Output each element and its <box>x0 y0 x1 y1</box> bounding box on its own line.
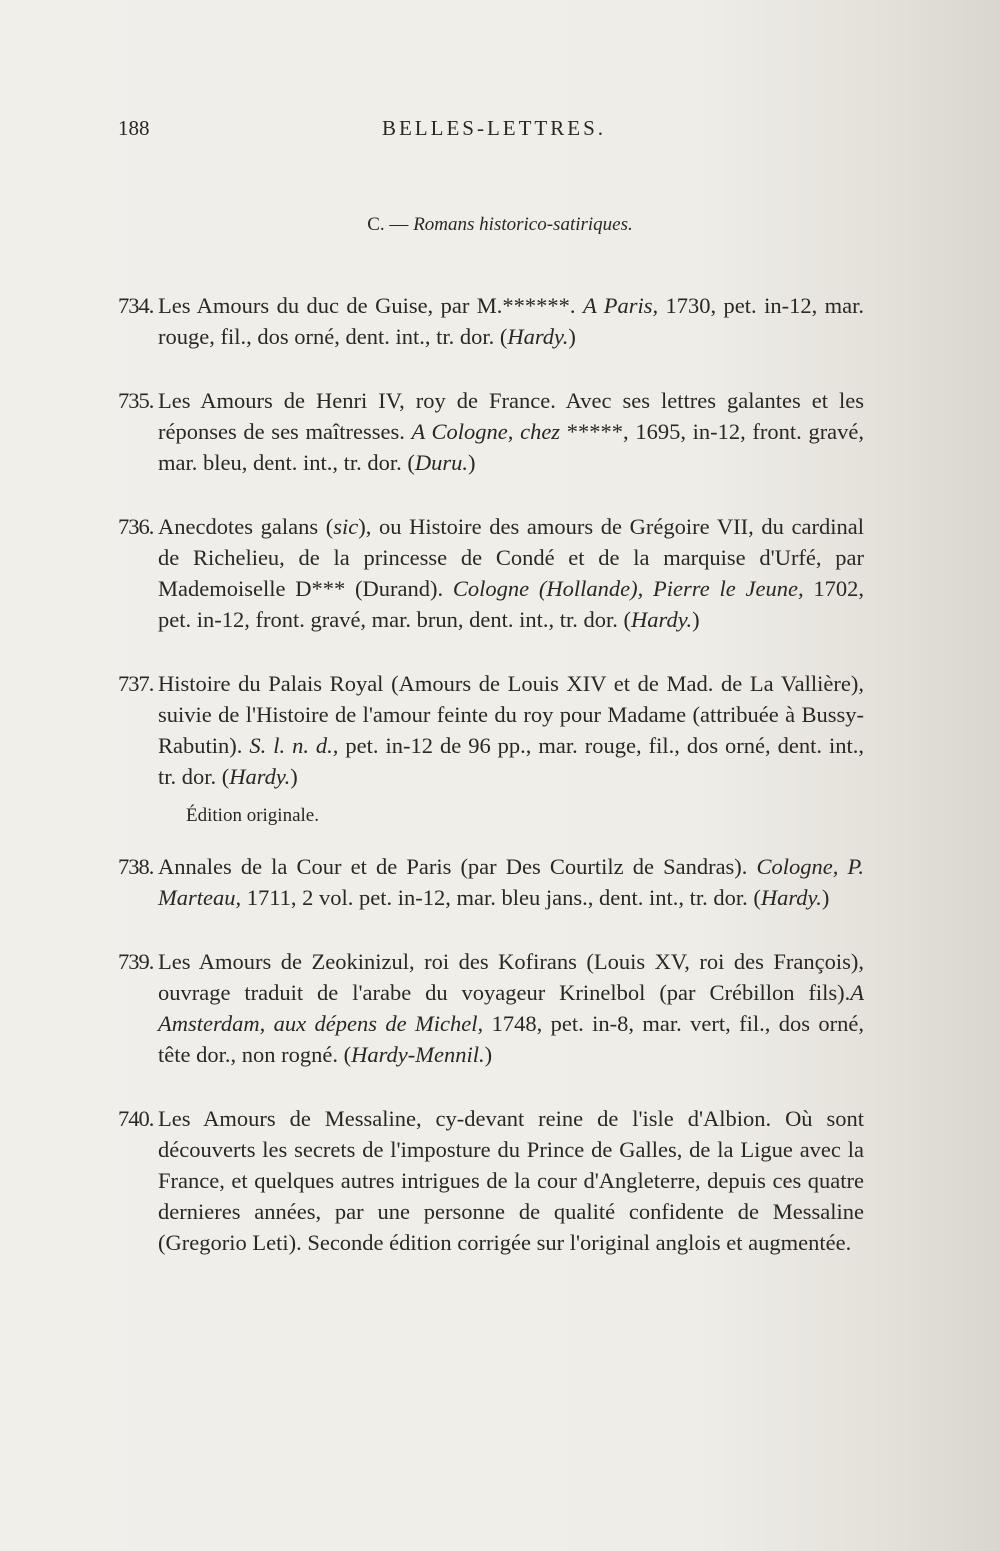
page-header <box>118 116 870 146</box>
entry-number: 740. <box>118 1106 154 1131</box>
entry-imprint: A Paris, <box>582 293 659 318</box>
page-number: 188 <box>118 116 150 140</box>
entry-text: pet. in-12 de 96 pp., mar. rouge, fil., dos orné, dent. int., tr. dor. ( <box>158 733 864 789</box>
entry-binder: Hardy. <box>229 764 291 789</box>
entry-binder: Hardy. <box>507 324 569 349</box>
entry-text: 1711, 2 vol. pet. in-12, mar. bleu jans., dent. int., tr. dor. ( <box>246 885 761 910</box>
entry-binder: Hardy-Mennil. <box>351 1042 485 1067</box>
entry-text: Les Amours de Messaline, cy-devant reine de l'isle d'Albion. Où sont découverts les secrets de l'imposture du Prince de Galles, de la Ligue avec la France, et quelques autres intrigues de la cour d'Angleterre, depuis ces quatre dernieres années, par une personne de qualité confidente de Messaline (Gregorio Leti). Seconde édition corrigée sur l'original anglois et augmentée. <box>158 1106 864 1255</box>
entry-binder: Duru. <box>414 450 468 475</box>
entry-text: Annales de la Cour et de Paris (par Des Courtilz de Sandras). <box>158 854 748 879</box>
entry-imprint: A Cologne, chez <box>411 419 561 444</box>
entry-binder: Hardy. <box>760 885 822 910</box>
entry-text: 1748, pet. in-8, mar. vert, fil., dos orné, tête dor., non rogné. ( <box>158 1011 865 1067</box>
entry-note: Édition originale. <box>186 805 319 826</box>
catalogue-entry <box>118 668 864 831</box>
running-title: BELLES-LETTRES. <box>381 116 607 140</box>
entry-text: Les Amours de Henri IV, roy de France. Avec ses lettres galantes et les réponses de ses maîtresses. <box>158 388 864 444</box>
section-heading <box>0 214 1000 236</box>
entry-text: 1730, pet. in-12, mar. rouge, fil., dos orné, dent. int., tr. dor. ( <box>158 293 864 349</box>
catalogue-entry <box>118 511 864 635</box>
entry-text: *****, 1695, in-12, front. gravé, mar. bleu, dent. int., tr. dor. ( <box>158 419 865 475</box>
entry-number: 734. <box>118 293 154 318</box>
entry-text: ), ou Histoire des amours de Grégoire VII, du cardinal de Richelieu, de la princesse de Condé et de la marquise d'Urfé, par Mademoiselle D*** (Durand). <box>158 514 864 601</box>
entry-text: Les Amours de Zeokinizul, roi des Kofirans (Louis XV, roi des François), ouvrage traduit de l'arabe du voyageur Krinelbol (par Crébillon fils). <box>158 949 864 1005</box>
entry-number: 738. <box>118 854 154 879</box>
catalogue-entry <box>118 290 864 352</box>
entry-imprint: S. l. n. d., <box>249 733 339 758</box>
entry-text: ) <box>484 1042 493 1067</box>
catalogue-entry <box>118 946 865 1070</box>
catalogue-entries <box>118 290 865 1291</box>
entry-text: 1702, pet. in-12, front. gravé, mar. brun, dent. int., tr. dor. ( <box>158 576 864 632</box>
entry-text: Histoire du Palais Royal (Amours de Louis XIV et de Mad. de La Vallière), suivie de l'Histoire de l'amour feinte du roy pour Madame (attribuée à Bussy-Rabutin). <box>158 671 864 758</box>
catalogue-entry <box>118 851 864 913</box>
entry-binder: Hardy. <box>631 607 693 632</box>
entry-imprint: A Amsterdam, aux dépens de Michel, <box>158 980 864 1036</box>
entry-text: Les Amours du duc de Guise, par M.******. <box>158 293 576 318</box>
entry-text: ) <box>290 764 298 789</box>
entry-text: ) <box>821 885 830 910</box>
section-title: Romans historico-satiriques. <box>413 214 633 235</box>
section-prefix: C. — <box>367 214 409 235</box>
entry-text: ) <box>692 607 700 632</box>
entry-number: 737. <box>118 671 154 696</box>
entry-imprint: Cologne (Hollande), Pierre le Jeune, <box>452 576 804 601</box>
catalogue-entry <box>118 1103 864 1258</box>
entry-number: 736. <box>118 514 154 539</box>
entry-text: Anecdotes galans ( <box>158 514 334 539</box>
catalogue-entry <box>118 385 865 478</box>
entry-italic: sic <box>333 514 359 539</box>
entry-text: ) <box>467 450 476 475</box>
entry-imprint: Cologne, P. Marteau, <box>158 854 864 910</box>
entry-number: 735. <box>118 388 154 413</box>
entry-number: 739. <box>118 949 154 974</box>
entry-text: ) <box>568 324 576 349</box>
